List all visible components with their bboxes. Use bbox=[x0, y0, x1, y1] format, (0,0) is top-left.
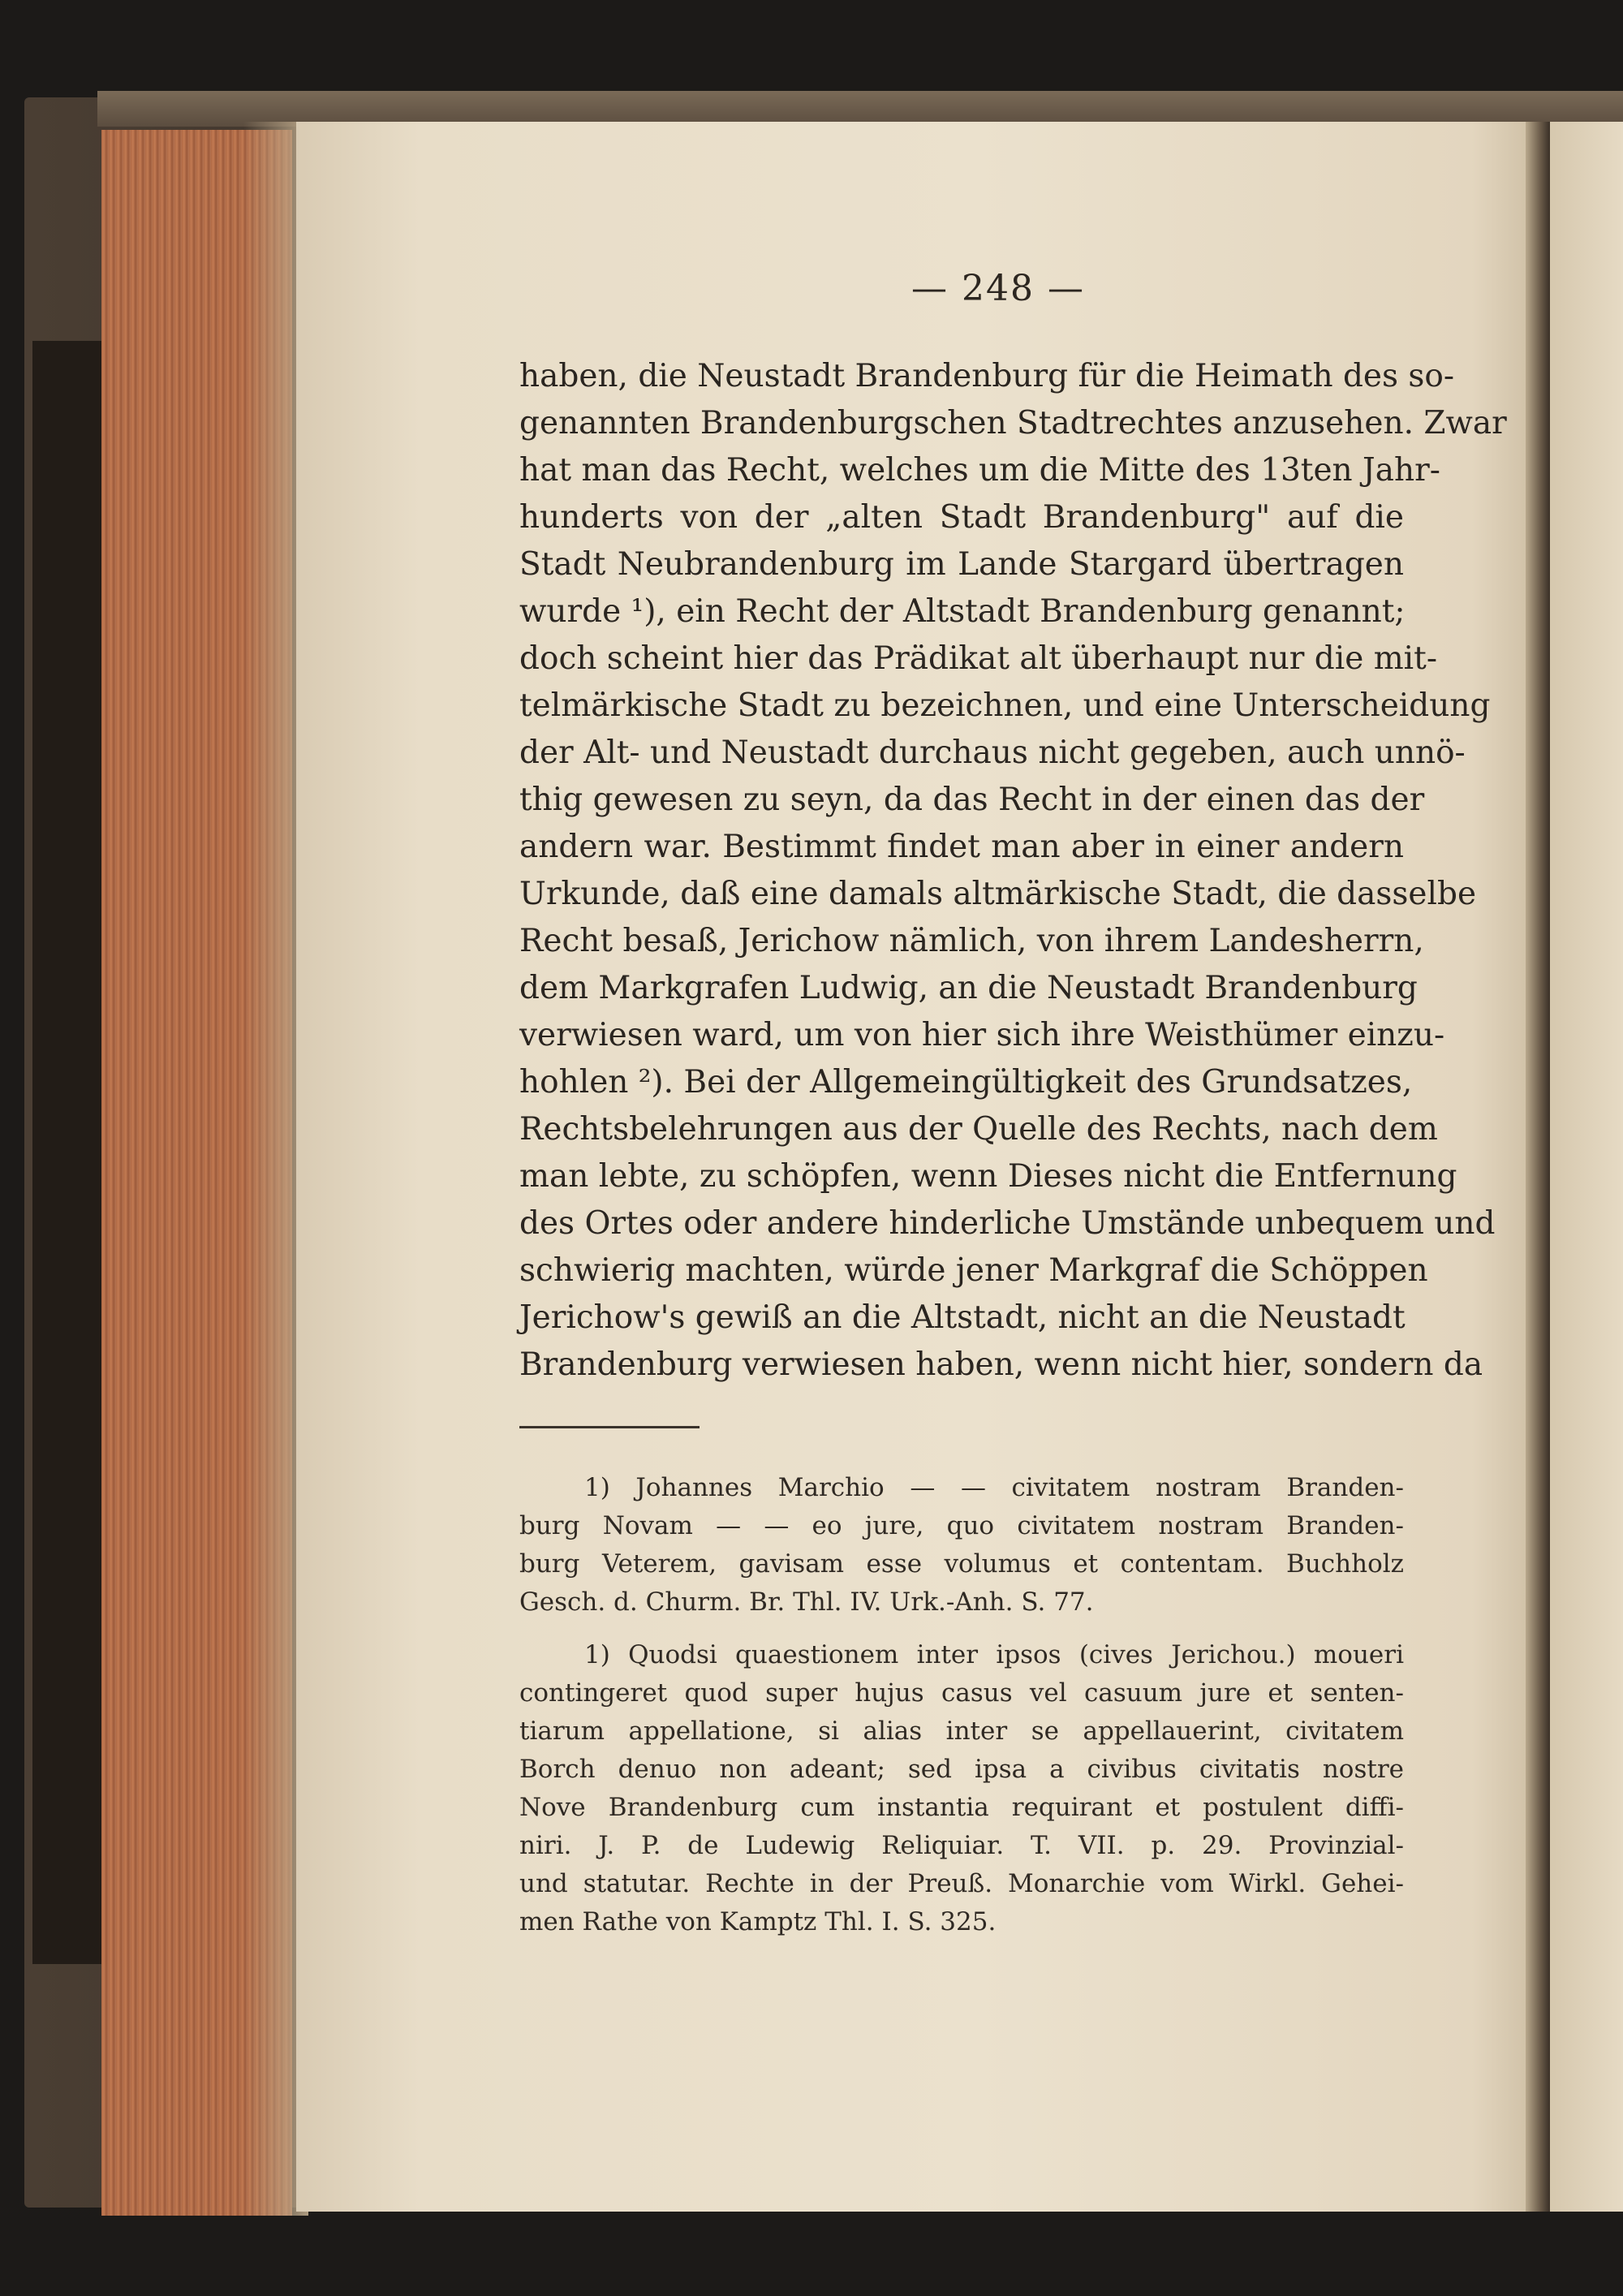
body-line: haben, die Neustadt Brandenburg für die Heimath des so- bbox=[519, 358, 1455, 394]
footnote-line: burg Veterem, gavisam esse volumus et contentam. Buchholz bbox=[519, 1549, 1404, 1579]
body-line: Urkunde, daß eine damals altmärkische Stadt, die dasselbe bbox=[519, 876, 1477, 912]
body-line: der Alt- und Neustadt durchaus nicht gegeben, auch unnö- bbox=[519, 734, 1466, 771]
body-line: thig gewesen zu seyn, da das Recht in der einen das der bbox=[519, 782, 1425, 818]
body-line: Rechtsbelehrungen aus der Quelle des Rechts, nach dem bbox=[519, 1111, 1438, 1148]
footnote-line: niri. J. P. de Ludewig Reliquiar. T. VII. p. 29. Provinzial- bbox=[519, 1831, 1404, 1860]
footnote-rule bbox=[519, 1426, 700, 1428]
footnote-line: tiarum appellatione, si alias inter se appellauerint, civitatem bbox=[519, 1717, 1404, 1746]
body-line: Brandenburg verwiesen haben, wenn nicht hier, sondern da bbox=[519, 1346, 1483, 1383]
page-gutter bbox=[1526, 122, 1550, 2212]
body-line: Recht besaß, Jerichow nämlich, von ihrem Landesherrn, bbox=[519, 923, 1424, 959]
footnote-line: burg Novam — — eo jure, quo civitatem nostram Branden- bbox=[519, 1511, 1404, 1540]
body-text bbox=[519, 353, 1507, 1389]
body-line: man lebte, zu schöpfen, wenn Dieses nicht die Entfernung bbox=[519, 1158, 1457, 1195]
footnote bbox=[519, 1469, 1404, 1622]
body-line: des Ortes oder andere hinderliche Umstände unbequem und bbox=[519, 1205, 1496, 1242]
footnote-line: und statutar. Rechte in der Preuß. Monarchie vom Wirkl. Gehei- bbox=[519, 1869, 1404, 1898]
body-line: Stadt Neubrandenburg im Lande Stargard übertragen bbox=[519, 546, 1404, 583]
body-line: schwierig machten, würde jener Markgraf die Schöppen bbox=[519, 1252, 1428, 1289]
footnotes bbox=[519, 1469, 1404, 1956]
page-number: — 248 — bbox=[911, 268, 1085, 309]
footnote-line: Gesch. d. Churm. Br. Thl. IV. Urk.-Anh. S. 77. bbox=[519, 1587, 1094, 1617]
footnote-line: 1) Johannes Marchio — — civitatem nostram Branden- bbox=[584, 1473, 1404, 1502]
footnote-line: men Rathe von Kamptz Thl. I. S. 325. bbox=[519, 1907, 997, 1936]
body-line: hohlen ²). Bei der Allgemeingültigkeit des Grundsatzes, bbox=[519, 1064, 1413, 1101]
footnote-line: Nove Brandenburg cum instantia requirant et postulent diffi- bbox=[519, 1793, 1404, 1822]
footnote bbox=[519, 1636, 1404, 1941]
footnote-line: 1) Quodsi quaestionem inter ipsos (cives Jerichou.) moueri bbox=[584, 1640, 1404, 1669]
body-line: dem Markgrafen Ludwig, an die Neustadt Brandenburg bbox=[519, 970, 1418, 1006]
body-line: doch scheint hier das Prädikat alt überhaupt nur die mit- bbox=[519, 640, 1437, 677]
body-line: genannten Brandenburgschen Stadtrechtes anzusehen. Zwar bbox=[519, 405, 1507, 442]
body-line: hat man das Recht, welches um die Mitte des 13ten Jahr- bbox=[519, 452, 1440, 489]
body-line: verwiesen ward, um von hier sich ihre Weisthümer einzu- bbox=[519, 1017, 1445, 1053]
footnote-line: Borch denuo non adeant; sed ipsa a civibus civitatis nostre bbox=[519, 1755, 1404, 1784]
body-line: hunderts von der „alten Stadt Brandenburg" auf die bbox=[519, 499, 1404, 536]
body-line: andern war. Bestimmt findet man aber in einer andern bbox=[519, 829, 1404, 865]
body-line: telmärkische Stadt zu bezeichnen, und eine Unterscheidung bbox=[519, 687, 1491, 724]
body-line: Jerichow's gewiß an die Altstadt, nicht an die Neustadt bbox=[519, 1299, 1406, 1336]
footnote-line: contingeret quod super hujus casus vel casuum jure et senten- bbox=[519, 1678, 1404, 1708]
body-line: wurde ¹), ein Recht der Altstadt Brandenburg genannt; bbox=[519, 593, 1406, 630]
facing-page-edge bbox=[1550, 122, 1623, 2212]
